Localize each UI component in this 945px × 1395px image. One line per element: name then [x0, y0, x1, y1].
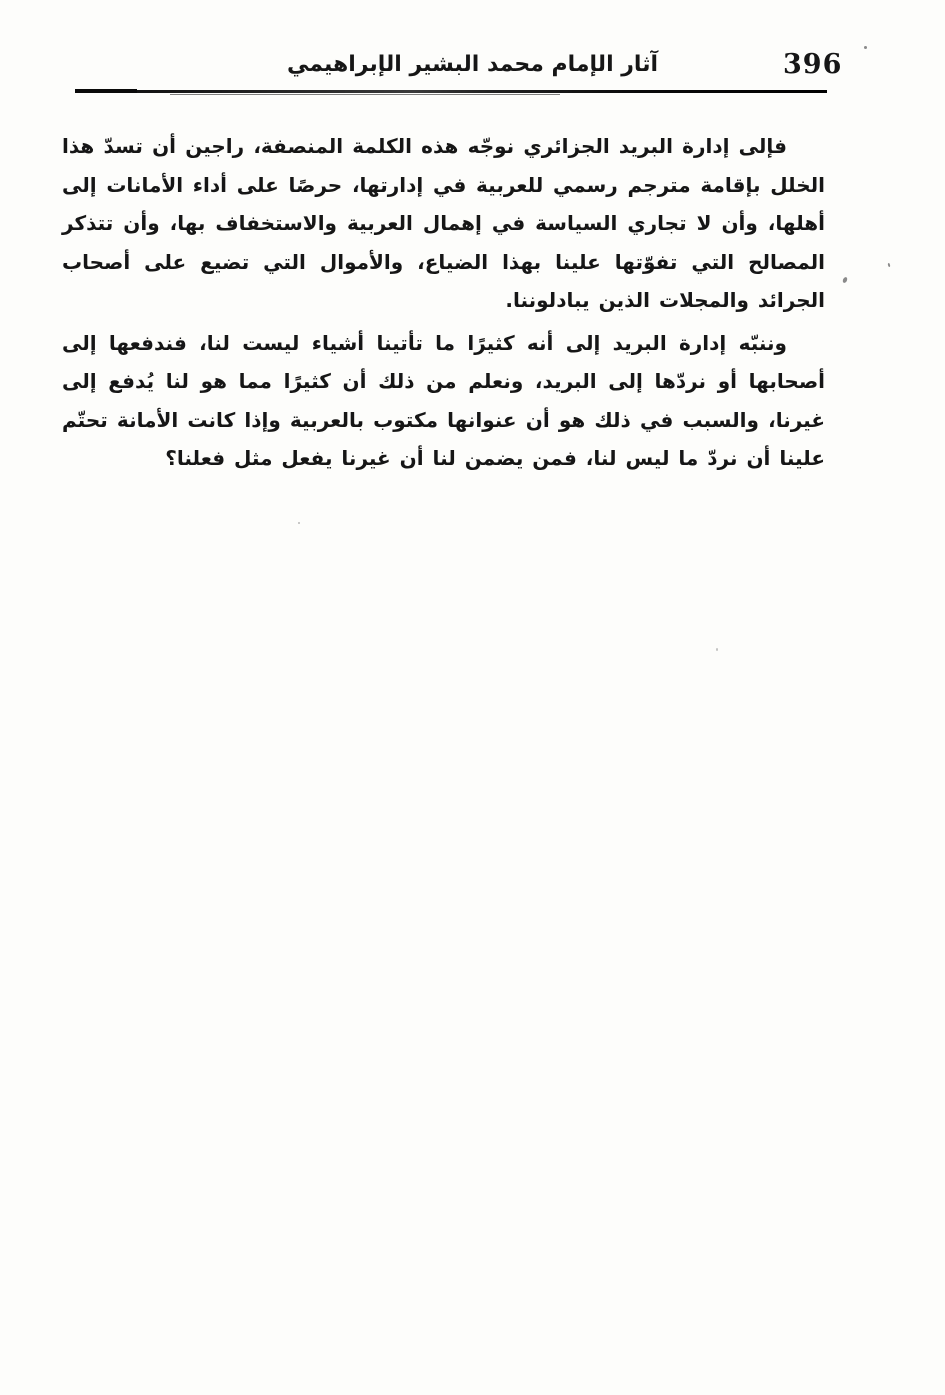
page-number: 396	[783, 49, 843, 80]
scan-speck	[842, 276, 848, 283]
page-body	[62, 127, 825, 478]
body-paragraph: فإلى إدارة البريد الجزائري نوجّه هذه الكلمة المنصفة، راجين أن تسدّ هذا الخلل بإقامة مترجم رسمي للعربية في إدارتها، حرصًا على أداء الأمانات إلى أهلها، وأن لا تجاري السياسة في إهمال العربية والاستخفاف بها، وأن تتذكر المصالح التي تفوّتها علينا بهذا الضياع، والأموال التي تضيع على أصحاب الجرائد والمجلات الذين يبادلوننا.	[62, 134, 825, 312]
scan-speck	[888, 263, 891, 267]
header-rule-cap	[75, 89, 137, 93]
scan-speck	[298, 522, 300, 524]
header-rule-line	[75, 90, 827, 93]
page-header-title: آثار الإمام محمد البشير الإبراهيمي	[287, 52, 658, 77]
body-paragraph: وننبّه إدارة البريد إلى أنه كثيرًا ما تأتينا أشياء ليست لنا، فندفعها إلى أصحابها أو نردّها إلى البريد، ونعلم من ذلك أن كثيرًا مما هو لنا يُدفع إلى غيرنا، والسبب في ذلك هو أن عنوانها مكتوب بالعربية وإذا كانت الأمانة تحتّم علينا أن نردّ ما ليس لنا، فمن يضمن لنا أن غيرنا يفعل مثل فعلنا؟	[62, 330, 825, 470]
scan-speck	[716, 648, 718, 651]
scan-speck	[864, 46, 867, 49]
header-rule	[75, 90, 827, 96]
header-rule-shadow	[170, 94, 560, 95]
